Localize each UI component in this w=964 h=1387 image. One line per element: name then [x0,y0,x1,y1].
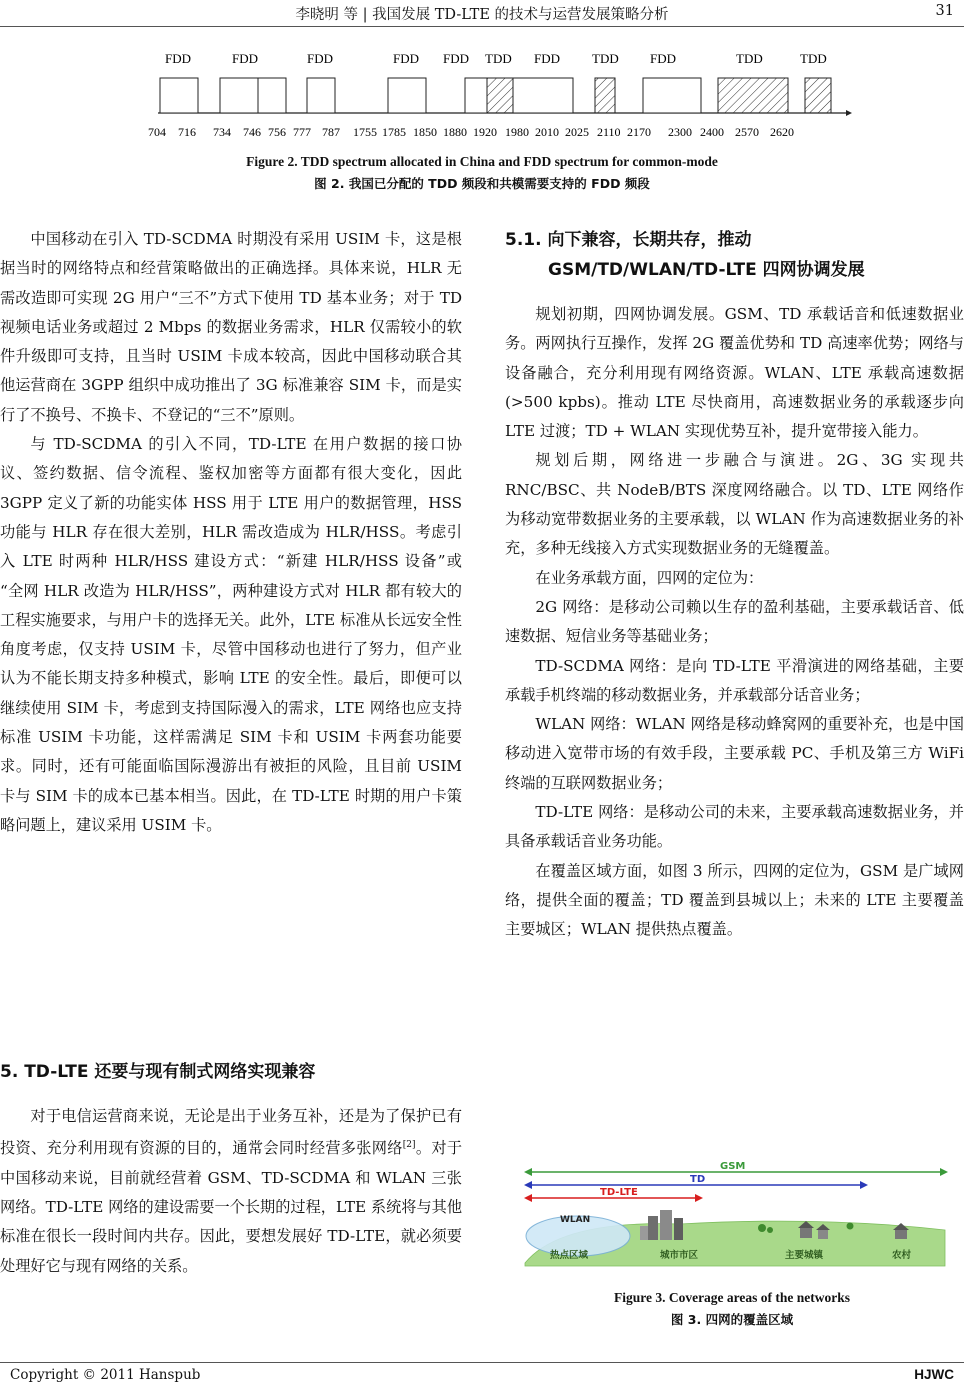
figure2-caption-cn: 图 2. 我国已分配的 TDD 频段和共模需要支持的 FDD 频段 [314,176,650,191]
frequency-tick-label: 1755 [353,125,377,139]
tdd-spectrum-block [487,78,513,113]
right-paragraph-7: TD-LTE 网络：是移动公司的未来，主要承载高速数据业务，并具备承载话音业务功能。 [505,803,964,851]
fdd-spectrum-block [643,78,701,113]
fdd-spectrum-block [465,78,487,113]
copyright-notice: Copyright © 2011 Hanspub [10,1367,201,1383]
running-title: 李晓明 等 | 我国发展 TD-LTE 的技术与运营发展策略分析 [295,7,669,23]
right-paragraph-5: TD-SCDMA 网络：是向 TD-LTE 平滑演进的网络基础，主要承载手机终端的移动数据业务，并承载部分话音业务； [505,656,964,704]
band-label: TDD [800,51,827,66]
section-5-1-heading-line2: GSM/TD/WLAN/TD-LTE 四网协调发展 [548,260,865,280]
page-header [0,0,964,27]
journal-abbrev: HJWC [914,1367,954,1382]
band-label: FDD [307,51,334,66]
frequency-tick-label: 734 [213,125,231,139]
band-label: FDD [232,51,259,66]
fdd-spectrum-block [160,78,198,113]
section-5-heading: 5. TD-LTE 还要与现有制式网络实现兼容 [0,1062,316,1082]
tdlte-arrow-left-head [524,1194,532,1202]
frequency-tick-label: 2170 [627,125,651,139]
gsm-arrow-right-head [940,1168,948,1176]
right-paragraph-1: 规划初期，四网协调发展。GSM、TD 承载话音和低速数据业务。两网执行互操作，发挥 2G 覆盖优势和 TD 高速率优势；网络与设备融合，充分利用现有网络资源。WLAN、LTE 承载高速数据(>500 kpbs)。推动 LTE 尽快商用，高速数据业务的承载逐步向 LTE 过渡；TD + WLAN 实现优势互补，提升宽带接入能力。 [505,305,964,441]
left-paragraph-1: 中国移动在引入 TD-SCDMA 时期没有采用 USIM 卡，这是根据当时的网络特点和经营策略做出的正确选择。具体来说，HLR 无需改造即可实现 2G 用户“三不”方式下使用 TD 基本业务；对于 TD 视频电话业务或超过 2 Mbps 的数据业务需求，HLR 仅需较小的软件升级即可支持，且当时 USIM 卡成本较高，因此中国移动联合其他运营商在 3GPP 组织中成功推出了 3G 标准兼容 SIM 卡，而是实行了不换号、不换卡、不登记的“三不”原则。 [0,230,462,424]
left-paragraph-3-text-a: 对于电信运营商来说，无论是出于业务互补，还是为了保护已有投资、充分利用现有资源的目的，通常会同时经营多张网络 [0,1107,462,1158]
frequency-tick-label: 1920 [473,125,497,139]
frequency-tick-label: 2010 [535,125,559,139]
td-label: TD [690,1174,706,1185]
right-paragraph-4: 2G 网络：是移动公司赖以生存的盈利基础，主要承载话音、低速数据、短信业务等基础业务； [505,597,964,646]
frequency-ticks [148,125,794,139]
td-arrow-right-head [860,1181,868,1189]
left-paragraph-3 [0,1102,462,1281]
band-label: TDD [736,51,763,66]
gsm-label: GSM [720,1161,746,1172]
frequency-tick-label: 1880 [443,125,467,139]
fdd-spectrum-block [513,78,573,113]
zone-label-urban: 城市市区 [660,1250,699,1261]
zone-label-rural: 农村 [892,1250,912,1261]
wlan-label: WLAN [560,1215,591,1225]
td-arrow-left-head [524,1181,532,1189]
band-label: TDD [592,51,619,66]
left-paragraph-2: 与 TD-SCDMA 的引入不同，TD-LTE 在用户数据的接口协议、签约数据、信令流程、鉴权加密等方面都有很大变化，因此 3GPP 定义了新的功能实体 HSS 用于 LTE 用户的数据管理，HSS 功能与 HLR 存在很大差别，HLR 需改造成为 HLR/HSS。考虑引入 LTE 时两种 HLR/HSS 建设方式：“新建 HLR/HSS 设备”或 “全网 HLR 改造为 HLR/HSS”，两种建设方式对 HLR 都有较大的工程实施要求，与用户卡的选择无关。此外，LTE 标准从长远安全性角度考虑，仅支持 USIM 卡，尽管中国移动也进行了努力，但产业认为不能长期支持多种模式，影响 LTE 的安全性。最后，即便可以继续使用 SIM 卡，考虑到支持国际漫入的需求，LTE 网络也应支持标准 USIM 卡功能，这样需满足 SIM 卡和 USIM 卡两套功能要求。同时，还有可能面临国际漫游出有被拒的风险，且目前 USIM 卡与 SIM 卡的成本已基本相当。因此，在 TD-LTE 时期的用户卡策略问题上，建议采用 USIM 卡。 [0,435,462,834]
right-column [505,300,964,945]
frequency-tick-label: 746 [243,125,261,139]
zone-label-hotspot: 热点区域 [550,1250,589,1261]
band-label: TDD [485,51,512,66]
tdd-spectrum-block [718,78,788,113]
zone-label-town: 主要城镇 [785,1250,824,1261]
frequency-tick-label: 2570 [735,125,759,139]
axis-arrow [846,110,852,116]
right-paragraph-8: 在覆盖区域方面，如图 3 所示，四网的定位为，GSM 是广域网络，提供全面的覆盖；TD 覆盖到县城以上；未来的 LTE 主要覆盖主要城区；WLAN 提供热点覆盖。 [505,861,964,939]
left-paragraph-3-text-b: 。对于中国移动来说，目前就经营着 GSM、TD-SCDMA 和 WLAN 三张网络。TD-LTE 网络的建设需要一个长期的过程，LTE 系统将与其他标准在很长一段时间内共存。因此，要想发展好 TD-LTE，就必须要处理好它与现有网络的关系。 [0,1139,463,1275]
right-paragraph-2: 规划后期，网络进一步融合与演进。2G、3G 实现共 RNC/BSC、共 NodeB/BTS 深度网络融合。以 TD、LTE 网络作为移动宽带数据业务的主要承载，以 WLAN 作为高速数据业务的补充，多种无线接入方式实现数据业务的无缝覆盖。 [505,451,964,558]
figure3-coverage-diagram [520,1158,950,1276]
frequency-tick-label: 2400 [700,125,724,139]
fdd-spectrum-block [307,78,335,113]
band-label: FDD [650,51,677,66]
fdd-spectrum-block [258,78,286,113]
citation-ref: [2] [402,1140,416,1151]
frequency-tick-label: 2110 [597,125,621,139]
figure3-caption-cn: 图 3. 四网的覆盖区域 [670,1312,794,1327]
tdlte-arrow-right-head [695,1194,703,1202]
frequency-tick-label: 716 [178,125,196,139]
figure2-caption-en: Figure 2. TDD spectrum allocated in China and FDD spectrum for common-mode [246,154,718,169]
left-column-section5 [0,1102,462,1281]
frequency-tick-label: 2620 [770,125,794,139]
fdd-spectrum-block [388,78,426,113]
frequency-tick-label: 1980 [505,125,529,139]
band-label: FDD [443,51,470,66]
frequency-tick-label: 1850 [413,125,437,139]
frequency-tick-label: 756 [268,125,286,139]
gsm-arrow-left-head [524,1168,532,1176]
left-column [0,225,462,840]
frequency-tick-label: 2025 [565,125,589,139]
band-label: FDD [165,51,192,66]
spectrum-blocks [160,78,831,113]
figure3-caption-en: Figure 3. Coverage areas of the networks [613,1290,851,1305]
tdd-spectrum-block [805,78,831,113]
section-5-1-heading-line1: 5.1. 向下兼容，长期共存，推动 [505,230,752,250]
right-paragraph-6: WLAN 网络：WLAN 网络是移动蜂窝网的重要补充，也是中国移动进入宽带市场的有效手段，主要承载 PC、手机及第三方 WiFi 终端的互联网数据业务； [505,715,964,792]
frequency-tick-label: 2300 [668,125,692,139]
page-footer [0,1362,964,1387]
frequency-tick-label: 787 [322,125,340,139]
fdd-spectrum-block [220,78,258,113]
frequency-tick-label: 1785 [382,125,406,139]
right-paragraph-3: 在业务承载方面，四网的定位为： [535,568,764,587]
band-labels [165,51,827,66]
band-label: FDD [393,51,420,66]
frequency-tick-label: 777 [293,125,311,139]
tdlte-label: TD-LTE [600,1187,638,1198]
figure2-spectrum-diagram [110,40,870,150]
frequency-tick-label: 704 [148,125,166,139]
page-number: 31 [935,3,954,19]
tdd-spectrum-block [595,78,615,113]
band-label: FDD [534,51,561,66]
